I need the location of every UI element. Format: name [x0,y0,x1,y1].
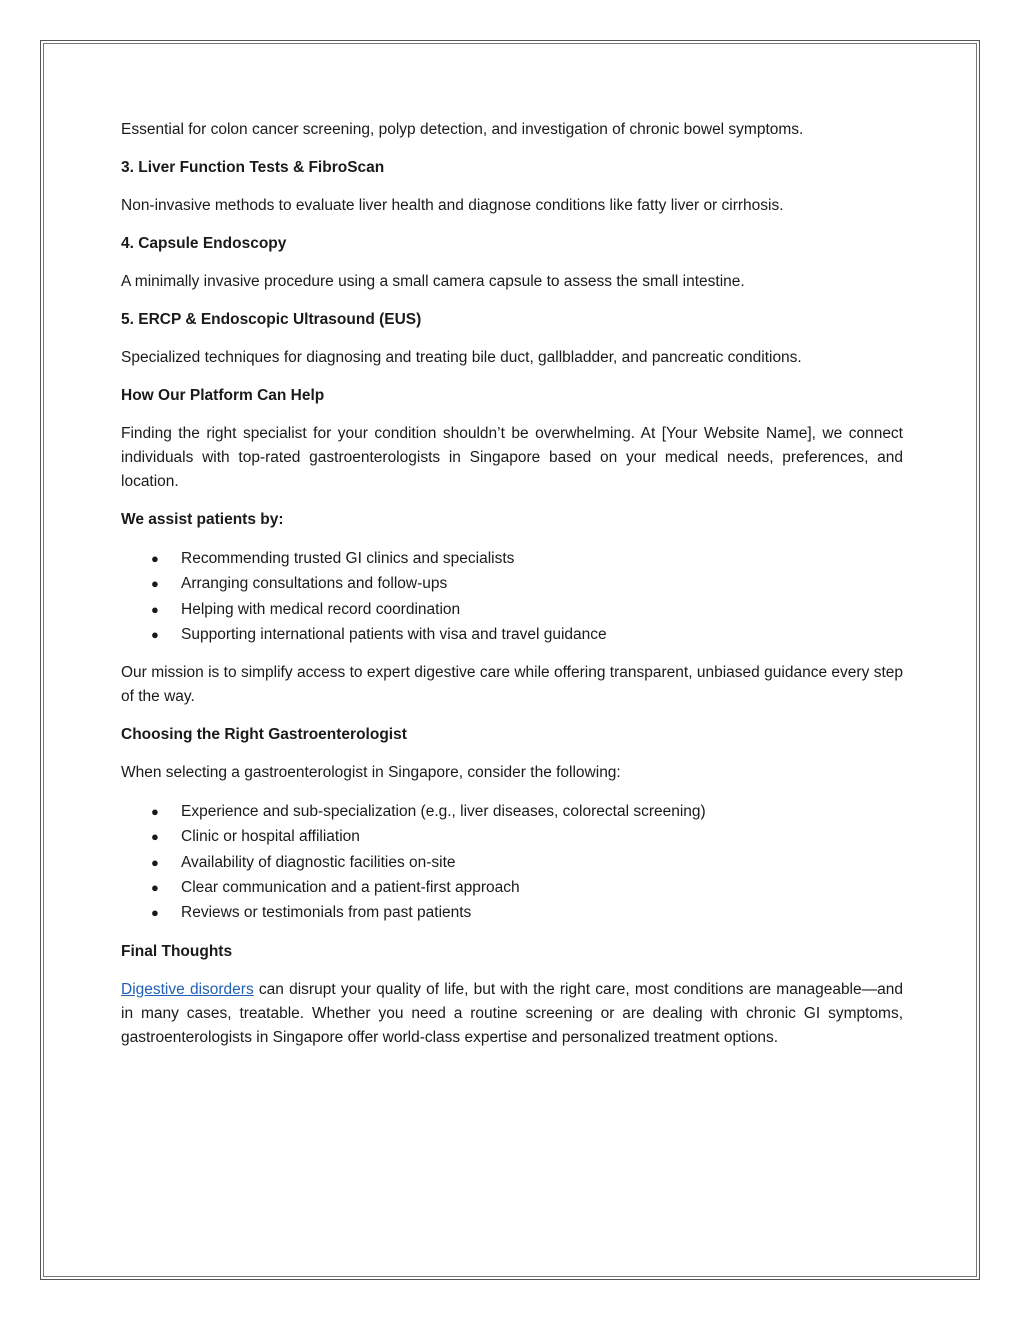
bullet-icon: ● [151,854,159,870]
list-item-text: Reviews or testimonials from past patients [181,904,472,922]
list-item-text: Experience and sub-specialization (e.g., liver diseases, colorectal screening) [181,803,706,821]
list-item [121,850,903,875]
mission-statement: Our mission is to simplify access to expert digestive care while offering transparent, unbiased guidance every step of the way. [121,664,903,706]
list-item [121,546,903,571]
liver-tests-description: Non-invasive methods to evaluate liver health and diagnose conditions like fatty liver or cirrhosis. [121,197,784,214]
platform-help-heading: How Our Platform Can Help [121,387,325,404]
document-body [121,118,903,1064]
capsule-endoscopy-description: A minimally invasive procedure using a small camera capsule to assess the small intestine. [121,273,745,290]
platform-help-description: Finding the right specialist for your condition shouldn’t be overwhelming. At [Your Website Name], we connect individuals with top-rated gastroenterologists in Singapore based on your medical needs, preferences, and location. [121,425,903,490]
list-item [121,799,903,824]
liver-tests-heading: 3. Liver Function Tests & FibroScan [121,159,385,176]
final-thoughts-text: can disrupt your quality of life, but with the right care, most conditions are manageable—and in many cases, treatable. Whether you need a routine screening or are dealing with chronic GI symptoms, gastroenterologists in Singapore offer world-class expertise and personalized treatment options. [121,980,903,1046]
colon-description: Essential for colon cancer screening, polyp detection, and investigation of chronic bowel symptoms. [121,121,804,138]
list-item-text: Clinic or hospital affiliation [181,828,360,846]
digestive-disorders-link[interactable]: Digestive disorders [121,980,254,998]
list-item [121,571,903,596]
list-item [121,900,903,925]
bullet-icon: ● [151,626,159,642]
ercp-eus-heading: 5. ERCP & Endoscopic Ultrasound (EUS) [121,311,422,328]
list-item [121,875,903,900]
list-item-text: Clear communication and a patient-first approach [181,879,520,897]
list-item [121,824,903,849]
ercp-eus-description: Specialized techniques for diagnosing and treating bile duct, gallbladder, and pancreatic conditions. [121,349,802,366]
capsule-endoscopy-heading: 4. Capsule Endoscopy [121,235,287,252]
choosing-intro: When selecting a gastroenterologist in Singapore, consider the following: [121,764,621,782]
list-item-text: Availability of diagnostic facilities on-site [181,853,456,871]
assist-list [121,546,903,647]
bullet-icon: ● [151,601,159,617]
bullet-icon: ● [151,576,159,592]
list-item-text: Recommending trusted GI clinics and specialists [181,550,515,567]
choosing-list [121,799,903,925]
list-item [121,597,903,622]
bullet-icon: ● [151,905,159,921]
final-thoughts-paragraph [121,978,903,1050]
list-item [121,622,903,647]
bullet-icon: ● [151,551,159,566]
final-thoughts-heading: Final Thoughts [121,942,233,960]
list-item-text: Supporting international patients with visa and travel guidance [181,625,607,643]
bullet-icon: ● [151,829,159,845]
list-item-text: Arranging consultations and follow-ups [181,575,448,593]
choosing-heading: Choosing the Right Gastroenterologist [121,726,407,744]
list-item-text: Helping with medical record coordination [181,600,461,618]
assist-patients-heading: We assist patients by: [121,511,284,528]
bullet-icon: ● [151,804,159,820]
bullet-icon: ● [151,880,159,896]
